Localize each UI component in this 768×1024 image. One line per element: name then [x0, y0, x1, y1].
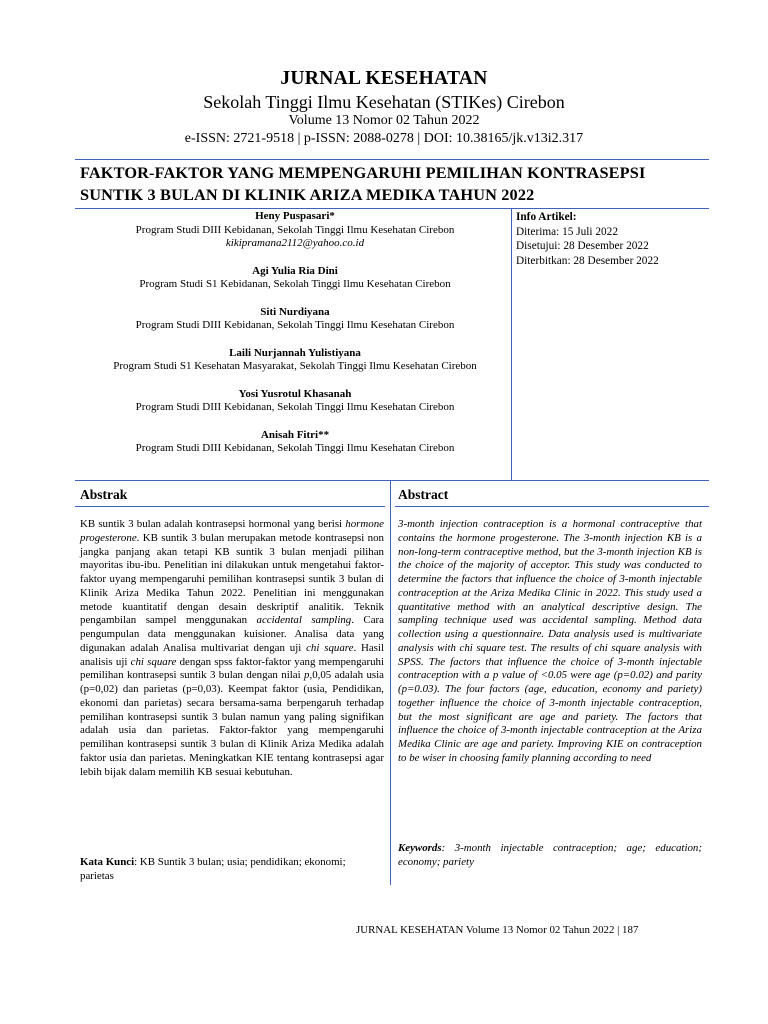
author-entry [80, 388, 510, 415]
info-heading: Info Artikel: [516, 211, 577, 223]
abstract-text: 3-month injection contraception is a hormonal contraceptive that contains the hormone progesterone. The 3-month injection KB is a non-long-term contraceptive method, but the 3-month injection KB is the choice of the majority of acceptor. This study was conducted to determine the factors that influence the choice of 3-month injectable contraception at the Ariza Medika Clinic in 2022. This study used a quantitative method with an analytical descriptive design. The sampling technique used was accidental sampling. Method data collection using a questionnaire. Data analysis used is multivariate analysis with chi square test. The results of chi square analysis with SPSS. The factors that influence the choice of 3-month injectable contraception with a p value of <0.05 were age (p=0.02) and parity (p=0.03). The four factors (age, education, economy and pariety) together influence the choice of 3-month injectable contraception, but the most significant are age and pariety. The factors that influence the choice of 3-month injectable contraception at the Ariza Medika Clinic are age and pariety. Improving KIE on contraception to be wiser in choosing family planning according to need [398, 518, 702, 764]
author-entry [80, 265, 510, 292]
title-rule [75, 208, 709, 209]
author-entry [80, 429, 510, 456]
abstract-divider [390, 480, 391, 885]
author-affiliation: Program Studi S1 Kebidanan, Sekolah Tinggi Ilmu Kesehatan Cirebon [139, 278, 451, 290]
author-affiliation: Program Studi DIII Kebidanan, Sekolah Tinggi Ilmu Kesehatan Cirebon [135, 442, 455, 454]
author-list [80, 210, 510, 470]
abstract-keywords: Keywords: 3-month injectable contraception; age; education; economy; pariety [398, 842, 702, 868]
author-name: Yosi Yusrotul Khasanah [238, 387, 352, 400]
author-name: Siti Nurdiyana [260, 305, 330, 318]
journal-issn: e-ISSN: 2721-9518 | p-ISSN: 2088-0278 | DOI: 10.38165/jk.v13i2.317 [184, 131, 584, 146]
author-entry [80, 306, 510, 333]
journal-title: JURNAL KESEHATAN [280, 68, 488, 89]
page-footer: JURNAL KESEHATAN Volume 13 Nomor 02 Tahun 2022 | 187 [356, 924, 639, 936]
author-name: Agi Yulia Ria Dini [252, 264, 338, 277]
author-entry [80, 210, 510, 251]
article-info [516, 210, 706, 268]
author-affiliation: Program Studi DIII Kebidanan, Sekolah Tinggi Ilmu Kesehatan Cirebon [135, 319, 455, 331]
abstract-rule [395, 506, 709, 507]
authors-rule [75, 480, 709, 481]
abstrak-keywords: Kata Kunci: KB Suntik 3 bulan; usia; pendidikan; ekonomi; parietas [80, 856, 346, 882]
journal-institution: Sekolah Tinggi Ilmu Kesehatan (STIKes) Cirebon [203, 92, 565, 112]
author-affiliation: Program Studi DIII Kebidanan, Sekolah Tinggi Ilmu Kesehatan Cirebon [135, 223, 455, 236]
abstrak-rule [75, 506, 385, 507]
info-divider [511, 208, 512, 480]
author-name: Laili Nurjannah Yulistiyana [229, 346, 361, 359]
info-accepted: Disetujui: 28 Desember 2022 [516, 240, 649, 252]
keywords-label: Kata Kunci [80, 856, 135, 868]
author-email: kikipramana2112@yahoo.co.id [225, 237, 365, 249]
abstrak-heading: Abstrak [80, 487, 128, 502]
info-received: Diterima: 15 Juli 2022 [516, 225, 618, 238]
abstrak-text: KB suntik 3 bulan adalah kontrasepsi hormonal yang berisi hormone progesterone. KB suntik 3 bulan merupakan metode kontrasepsi non jangka panjang akan tetapi KB suntik 3 bulan menjadi pilihan mayoritas ibu-ibu. Penelitian ini dilakukan untuk mengetahui faktor-faktor uyang mempengaruhi pemilihan kontrasepsi suntik 3 bulan di Klinik Ariza Medika Tahun 2022. Penelitian ini menggunakan metode kuantitatif dengan desain deskriptif analitik. Teknik pengambilan sampel menggunakan accidental sampling. Cara pengumpulan data menggunakan kuisioner. Analisa data yang digunakan adalah Analisa multivariat dengan uji chi square. Hasil analisis uji chi square dengan spss faktor-faktor yang mempengaruhi pemilihan kontrasepsi suntik 3 bulan dengan nilai p,0,05 adalah usia (p=0,02) dan parietas (p=0,03). Keempat faktor (usia, Pendidikan, ekonomi dan parietas) secara bersama-sama berpengaruh terhadap pemilihan kontrasepsi suntik 3 bulan namun yang paling signifikan adalah usia dan parietas. Faktor-faktor yang mempengaruhi pemilihan kontrasepsi suntik 3 bulan di Klinik Ariza Medika adalah faktor usia dan parietas. Meningkatkan KIE tentang kontrasepsi agar lebih bijak dalam memilih KB sesuai kebutuhan. [80, 518, 385, 778]
author-affiliation: Program Studi DIII Kebidanan, Sekolah Tinggi Ilmu Kesehatan Cirebon [135, 401, 455, 413]
author-name: Anisah Fitri** [260, 428, 330, 441]
info-published: Diterbitkan: 28 Desember 2022 [516, 254, 659, 267]
keywords-label: Keywords [398, 842, 442, 854]
author-affiliation: Program Studi S1 Kesehatan Masyarakat, Sekolah Tinggi Ilmu Kesehatan Cirebon [113, 360, 477, 372]
abstract-heading: Abstract [398, 487, 449, 502]
top-rule [75, 159, 709, 160]
author-name: Heny Puspasari* [255, 210, 335, 222]
article-title: FAKTOR-FAKTOR YANG MEMPENGARUHI PEMILIHAN KONTRASEPSI SUNTIK 3 BULAN DI KLINIK ARIZA MEDIKA TAHUN 2022 [80, 163, 646, 204]
author-entry [80, 347, 510, 374]
journal-volume: Volume 13 Nomor 02 Tahun 2022 [288, 113, 480, 128]
